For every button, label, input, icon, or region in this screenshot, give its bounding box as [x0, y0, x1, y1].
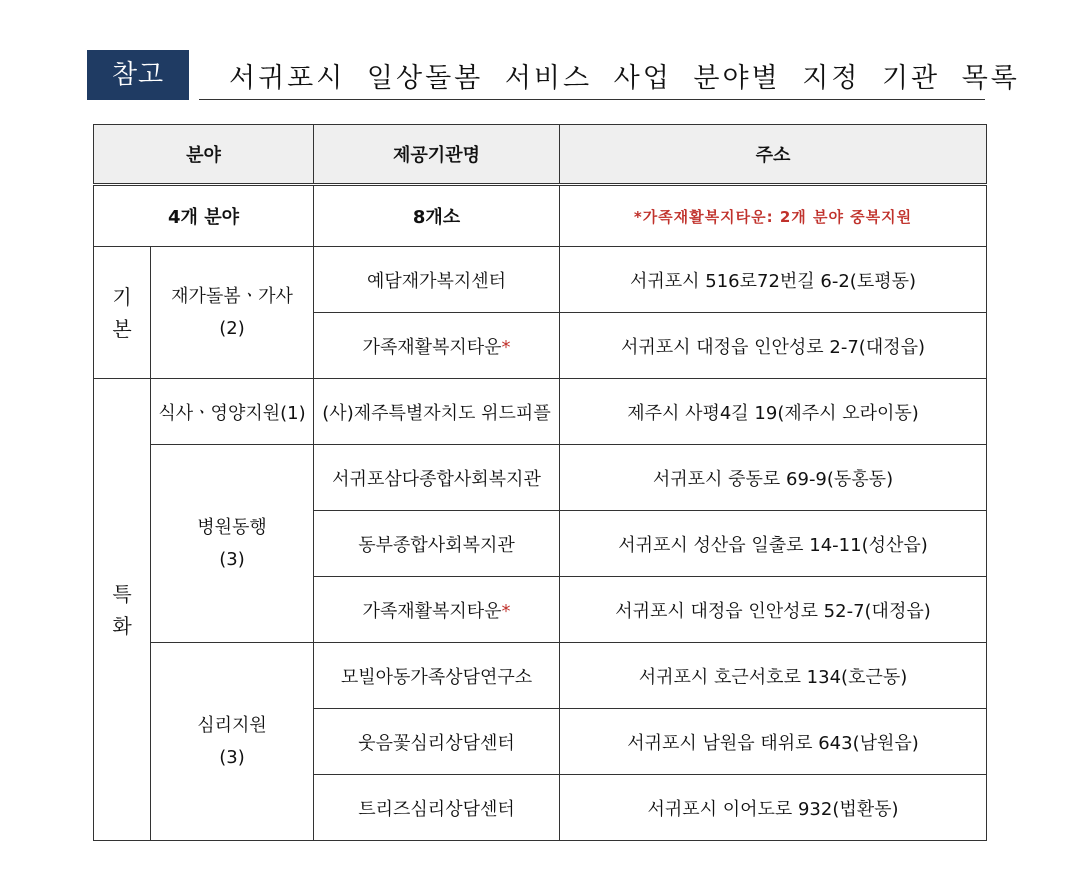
group-label-basic: 기 본 [94, 247, 151, 379]
category-hospital: 병원동행 (3) [151, 445, 314, 643]
provider-address: 서귀포시 대정읍 인안성로 52-7(대정읍) [560, 577, 987, 643]
column-header-provider: 제공기관명 [314, 125, 560, 185]
provider-name: 가족재활복지타운* [314, 313, 560, 379]
summary-note: *가족재활복지타운: 2개 분야 중복지원 [560, 185, 987, 247]
institution-table [93, 124, 987, 841]
category-meal: 식사ㆍ영양지원(1) [151, 379, 314, 445]
column-header-field: 분야 [94, 125, 314, 185]
provider-address: 서귀포시 성산읍 일출로 14-11(성산읍) [560, 511, 987, 577]
provider-name: 트리즈심리상담센터 [314, 775, 560, 841]
provider-name: 가족재활복지타운* [314, 577, 560, 643]
summary-row [94, 185, 987, 247]
page-header [87, 50, 1020, 102]
group-label-special: 특 화 [94, 379, 151, 841]
table-row [94, 379, 987, 445]
page-title: 서귀포시 일상돌봄 서비스 사업 분야별 지정 기관 목록 [229, 63, 1020, 94]
provider-name: 동부종합사회복지관 [314, 511, 560, 577]
provider-address: 제주시 사평4길 19(제주시 오라이동) [560, 379, 987, 445]
category-psych: 심리지원 (3) [151, 643, 314, 841]
provider-name: 모빌아동가족상담연구소 [314, 643, 560, 709]
provider-address: 서귀포시 대정읍 인안성로 2-7(대정읍) [560, 313, 987, 379]
provider-name: 웃음꽃심리상담센터 [314, 709, 560, 775]
table-row [94, 247, 987, 313]
title-underline [199, 99, 985, 100]
provider-address: 서귀포시 남원읍 태위로 643(남원읍) [560, 709, 987, 775]
table-row [94, 445, 987, 511]
reference-badge: 참고 [87, 50, 189, 100]
category-housework: 재가돌봄ㆍ가사 (2) [151, 247, 314, 379]
table-row [94, 643, 987, 709]
provider-name: 예담재가복지센터 [314, 247, 560, 313]
provider-address: 서귀포시 이어도로 932(법환동) [560, 775, 987, 841]
summary-count: 8개소 [314, 185, 560, 247]
provider-name: (사)제주특별자치도 위드피플 [314, 379, 560, 445]
column-header-address: 주소 [560, 125, 987, 185]
provider-address: 서귀포시 중동로 69-9(동홍동) [560, 445, 987, 511]
provider-address: 서귀포시 호근서호로 134(호근동) [560, 643, 987, 709]
provider-address: 서귀포시 516로72번길 6-2(토평동) [560, 247, 987, 313]
provider-name: 서귀포삼다종합사회복지관 [314, 445, 560, 511]
table-header-row [94, 125, 987, 185]
summary-fields: 4개 분야 [94, 185, 314, 247]
